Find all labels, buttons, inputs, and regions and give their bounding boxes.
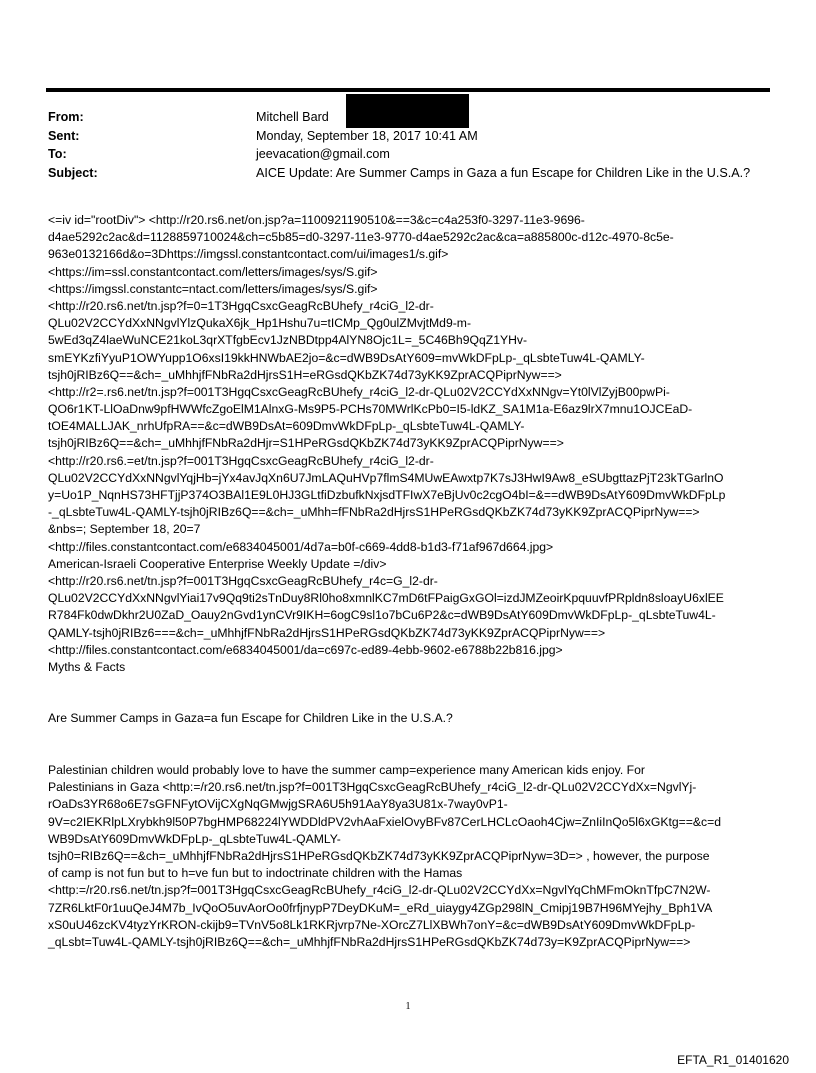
body-line: QLu02V2CCYdXxNNgvlYlzQukaX6jk_Hp1Hshu7u=tICMp_Qg0ulZMvjtMd9-m- bbox=[48, 316, 472, 331]
body-line: QO6r1KT-LlOaDnw9pfHWWfcZgoElM1AlnxG-Ms9P5-PCHs70MWrlKcPb0=I5-ldKZ_SA1M1a-E6az9lrX7mnu1OJCEaD- bbox=[48, 402, 693, 417]
subject-label: Subject: bbox=[48, 165, 98, 180]
email-headers bbox=[48, 108, 770, 182]
to-label: To: bbox=[48, 147, 67, 161]
body-line: QLu02V2CCYdXxNNgvlYiai17v9Qq9ti2sTnDuy8Rl0ho8xmnlKC7mD6tFPaigGxGOl=izdJMZeoirKpquuvfPRpldn8sloayU6xlEE bbox=[48, 591, 724, 606]
header-rule bbox=[46, 88, 770, 92]
from-row bbox=[48, 108, 770, 127]
body-line: Are Summer Camps in Gaza=a fun Escape for Children Like in the U.S.A.? bbox=[48, 711, 453, 726]
sent-row bbox=[48, 127, 770, 146]
to-row bbox=[48, 145, 770, 164]
body-line: WB9DsAtY609DmvWkDFpLp-_qLsbteTuw4L-QAMLY- bbox=[48, 831, 341, 846]
body-line: Palestinians in Gaza <http:=/r20.rs6.net/tn.jsp?f=001T3HgqCsxcGeagRcBUhefy_r4ciG_l2-dr-QLu02V2CCYdXx=NgvlYj- bbox=[48, 780, 697, 795]
body-line: of camp is not fun but to h=ve fun but to indoctrinate children with the Hamas bbox=[48, 866, 463, 881]
redaction-box bbox=[346, 94, 469, 128]
body-line: <http://files.constantcontact.com/e6834045001/da=c697c-ed89-4ebb-9602-e6788b22b816.jpg> bbox=[48, 642, 563, 657]
body-line: Myths & Facts bbox=[48, 659, 126, 674]
body-line: 9V=c2IEKRlpLXrybkh9l50P7bgHMP68224lYWDDldPV2vhAaFxielOvyBFv87CerLHCLcOaoh4Cjw=ZnIiInQo5l6xGKtg==&c=d bbox=[48, 814, 722, 829]
body-line: <http://r20.rs6.=et/tn.jsp?f=001T3HgqCsxcGeagRcBUhefy_r4ciG_l2-dr- bbox=[48, 453, 434, 468]
body-line: QAMLY-tsjh0jRIBz6===&ch=_uMhhjfFNbRa2dHjrsS1HPeRGsdQKbZK74d73yKK9ZprACQPiprNyw==> bbox=[48, 625, 606, 640]
body-line: d4ae5292c2ac&d=1128859710024&ch=c5b85=d0-3297-11e3-9770-d4ae5292c2ac&ca=a885800c-d12c-4970-8c5e- bbox=[48, 230, 674, 245]
body-line: tsjh0jRIBz6Q==&ch=_uMhhjfFNbRa2dHjrsS1H=eRGsdQKbZK74d73yKK9ZprACQPiprNyw==> bbox=[48, 367, 562, 382]
body-line: 7ZR6LktF0r1uuQeJ4M7b_IvQoO5uvAorOo0frfjnypP7DeyDKuM=_eRd_uiaygy4ZGp298lN_Cmipj19B7H96MYejhy_Bph1VA bbox=[48, 900, 713, 915]
body-line: <http://r20.rs6.net/tn.jsp?f=001T3HgqCsxcGeagRcBUhefy_r4c=G_l2-dr- bbox=[48, 573, 438, 588]
subject-value: AICE Update: Are Summer Camps in Gaza a fun Escape for Children Like in the U.S.A.? bbox=[256, 165, 751, 180]
body-line: <https://imgssl.constantc=ntact.com/letters/images/sys/S.gif> bbox=[48, 281, 378, 296]
body-block-html-source bbox=[48, 212, 773, 676]
page-number: 1 bbox=[405, 1001, 411, 1012]
body-line: <http:=/r20.rs6.net/tn.jsp?f=001T3HgqCsxcGeagRcBUhefy_r4ciG_l2-dr-QLu02V2CCYdXx=NgvlYqChMFmOknTfpC7N2W- bbox=[48, 883, 711, 898]
subject-row bbox=[48, 164, 770, 183]
body-line: R784Fk0dwDkhr2U0ZaD_Oauy2nGvd1ynCVr9IKH=6ogC9sl1o7bCu6P2&c=dWB9DsAtY609DmvWkDFpLp-_qLsbteTuw4L- bbox=[48, 608, 716, 623]
body-line: tsjh0jRIBz6Q==&ch=_uMhhjfFNbRa2dHjr=S1HPeRGsdQKbZK74d73yKK9ZprACQPiprNyw==> bbox=[48, 436, 564, 451]
body-line: <https://im=ssl.constantcontact.com/letters/images/sys/S.gif> bbox=[48, 264, 378, 279]
body-line: smEYKzfiYyuP1OWYupp1O6xsI19kkHNWbAE2jo=&c=dWB9DsAtY609=mvWkDFpLp-_qLsbteTuw4L-QAMLY- bbox=[48, 350, 645, 365]
body-line: Palestinian children would probably love to have the summer camp=experience many American kids enjoy. For bbox=[48, 763, 645, 777]
body-line: tOE4MALLJAK_nrhUfpRA==&c=dWB9DsAt=609DmvWkDFpLp-_qLsbteTuw4L-QAMLY- bbox=[48, 419, 525, 434]
body-line: 5wEd3qZ4laeWuNCE21koL3qrXTfgbEcv1JzNBDtpp4AlYN8Ojc1L=_5C46Bh9QqZ1YHv- bbox=[48, 333, 528, 348]
sent-label: Sent: bbox=[48, 128, 80, 143]
body-line: <http://files.constantcontact.com/e6834045001/4d7a=b0f-c669-4dd8-b1d3-f71af967d664.jpg> bbox=[48, 539, 554, 554]
body-line: _qLsbt=Tuw4L-QAMLY-tsjh0jRIBz6Q==&ch=_uMhhjfFNbRa2dHjrsS1HPeRGsdQKbZK74d73y=K9ZprACQPiprNyw==> bbox=[48, 934, 691, 949]
body-line: 963e0132166d&o=3Dhttps://imgssl.constantcontact.com/ui/images1/s.gif> bbox=[48, 247, 449, 262]
body-block-paragraph bbox=[48, 762, 773, 951]
sent-value: Monday, September 18, 2017 10:41 AM bbox=[256, 128, 478, 143]
body-line: -_qLsbteTuw4L-QAMLY-tsjh0jRIBz6Q==&ch=_uMhh=fFNbRa2dHjrsS1HPeRGsdQKbZK74d73yKK9ZprACQPiprNyw==> bbox=[48, 505, 700, 520]
body-line: &nbs=; September 18, 20=7 bbox=[48, 522, 201, 537]
body-line: tsjh0=RIBz6Q==&ch=_uMhhjfFNbRa2dHjrsS1HPeRGsdQKbZK74d73yKK9ZprACQPiprNyw=3D=> , however, the purpose bbox=[48, 848, 710, 863]
body-line: <http://r2=.rs6.net/tn.jsp?f=001T3HgqCsxcGeagRcBUhefy_r4ciG_l2-dr-QLu02V2CCYdXxNNgv=Yt0lVlZyjB00pwPi- bbox=[48, 384, 670, 399]
from-value: Mitchell Bard bbox=[256, 110, 329, 124]
to-value: jeevacation@gmail.com bbox=[256, 147, 390, 161]
from-label: From: bbox=[48, 110, 84, 124]
body-line: y=Uo1P_NqnHS73HFTjjP374O3BAl1E9L0HJ3GLtfiDzbufkNxjsdTFIwX7eBjUv0c2cgO4bI=&==dWB9DsAtY609DmvWkDFpLp bbox=[48, 488, 726, 502]
bates-number: EFTA_R1_01401620 bbox=[677, 1053, 789, 1067]
body-line: xS0uU46zcKV4tyzYrKRON-ckijb9=TVnV5o8Lk1RKRjvrp7Ne-XOrcZ7LlXBWh7onY=&c=dWB9DsAtY609DmvWkDFpLp- bbox=[48, 917, 696, 932]
body-block-title bbox=[48, 710, 773, 727]
body-line: American-Israeli Cooperative Enterprise Weekly Update =/div> bbox=[48, 556, 387, 571]
email-body bbox=[48, 212, 773, 951]
body-line: QLu02V2CCYdXxNNgvlYqjHb=jYx4avJqXn6U7JmLAQuHVp7flmS4MUwEAwxtp7K7sJ3HwI9Aw8_eSUbgttazPjT23kTGarlnO bbox=[48, 470, 724, 485]
body-line: <=iv id="rootDiv"> <http://r20.rs6.net/on.jsp?a=1100921190510&==3&c=c4a253f0-3297-11e3-9696- bbox=[48, 213, 585, 227]
body-line: <http://r20.rs6.net/tn.jsp?f=0=1T3HgqCsxcGeagRcBUhefy_r4ciG_l2-dr- bbox=[48, 298, 434, 313]
body-line: rOaDs3YR68o6E7sGFNFytOVijCXgNqGMwjgSRA6U5h91AaY8ya3U81x-7way0vP1- bbox=[48, 797, 508, 812]
